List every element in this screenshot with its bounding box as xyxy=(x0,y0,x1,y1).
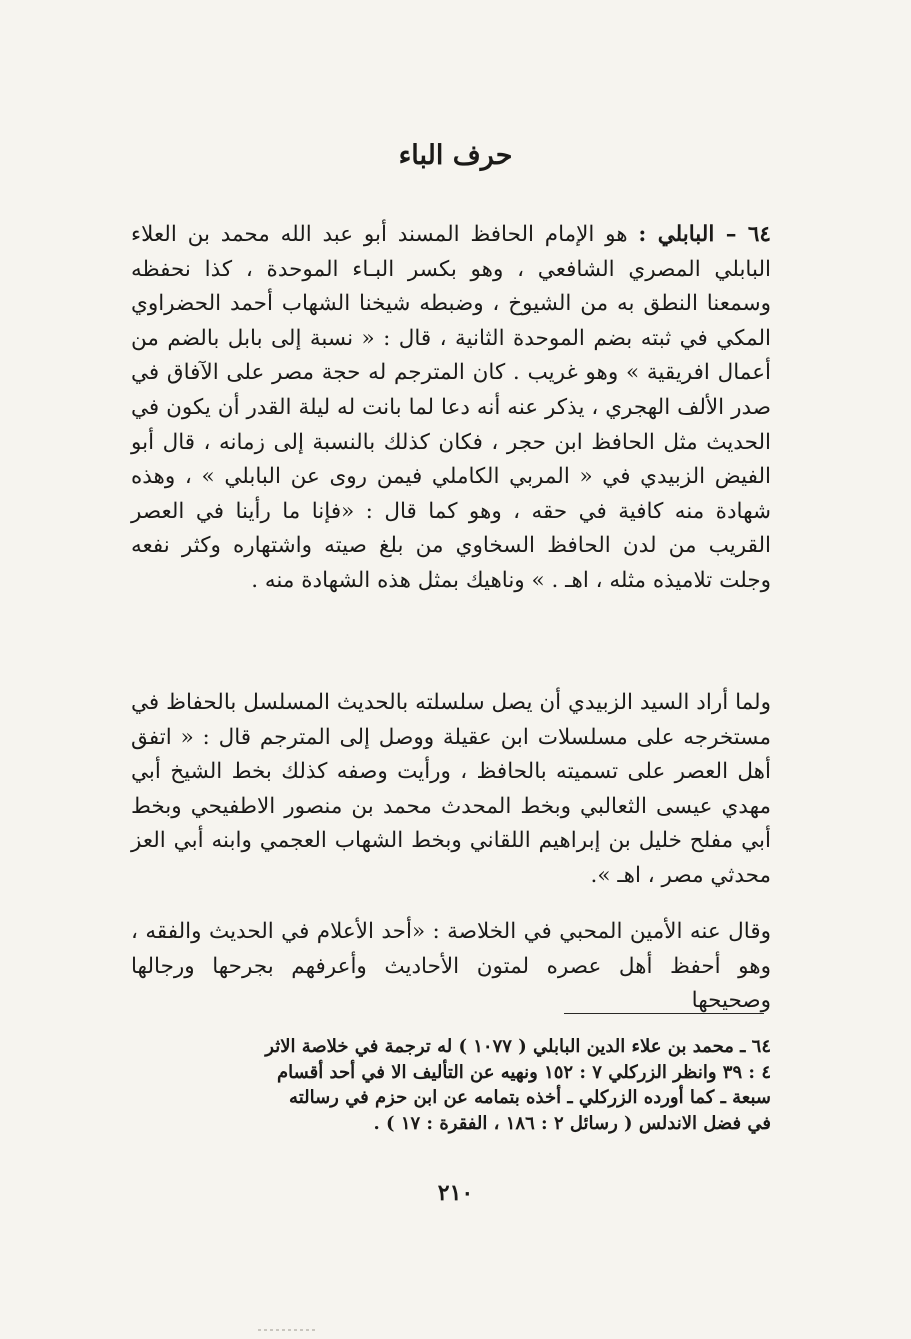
entry-number: ٦٤ xyxy=(747,222,771,247)
paragraph-text: ولما أراد السيد الزبيدي أن يصل سلسلته بالحديث المسلسل بالحفاظ في مستخرجه على مسلسلات ابن عقيلة ووصل إلى المترجم قال : « اتفق أهل العصر على تسميته بالحافظ ، ورأيت وصفه كذلك بخط الشيخ أبي مهدي عيسى الثعالبي وبخط المحدث محمد بن منصور الاطفيحي وبخط أبي مفلح خليل بن إبراهيم اللقاني وبخط الشهاب العجمي وابنه أبي العز محدثي مصر ، اهـ ». xyxy=(131,690,771,888)
footnote-divider xyxy=(564,1013,764,1014)
body-paragraph-2 xyxy=(131,686,771,894)
entry-text: هو الإمام الحافظ المسند أبو عبد الله محمد بن العلاء البابلي المصري الشافعي ، وهو بكسر البـاء الموحدة ، كذا نحفظه وسمعنا النطق به من الشيوخ ، وضبطه شيخنا الشهاب أحمد الحضراوي المكي في ثبته بضم الموحدة الثانية ، قال : « نسبة إلى بابل بالضم من أعمال افريقية » وهو غريب . كان المترجم له حجة مصر على الآفاق في صدر الألف الهجري ، يذكر عنه أنه دعا لما بانت له ليلة القدر أن يكون في الحديث مثل الحافظ ابن حجر ، فكان كذلك بالنسبة إلى زمانه ، قال أبو الفيض الزبيدي في « المربي الكاملي فيمن روى عن البابلي » ، وهذه شهادة منه كافية في حقه ، وهو كما قال : «فإنا ما رأينا في العصر القريب من لدن الحافظ السخاوي من بلغ صيته واشتهاره وكثر نفعه وجلت تلاميذه مثله ، اهـ . » وناهيك بمثل هذه الشهادة منه . xyxy=(131,222,771,593)
page-number: ٢١٠ xyxy=(437,1180,474,1206)
footnote-line: ٦٤ ـ محمد بن علاء الدين البابلي ( ١٠٧٧ ) له ترجمة في خلاصة الاثر xyxy=(265,1036,771,1057)
biography-entry xyxy=(131,218,771,599)
entry-name: البابلي : xyxy=(638,222,715,247)
paragraph-text: وقال عنه الأمين المحبي في الخلاصة : «أحد الأعلام في الحديث والفقه ، وهو أحفظ أهل عصره لمتون الأحاديث وأعرفهم بجرحها ورجالها وصحيحها xyxy=(131,919,771,1014)
body-paragraph-3 xyxy=(131,915,771,1019)
entry-dash: – xyxy=(714,222,748,247)
scan-artifact xyxy=(258,1329,318,1331)
footnote-line: في فضل الاندلس ( رسائل ٢ : ١٨٦ ، الفقرة : ١٧ ) . xyxy=(373,1112,771,1134)
footnote-line: سبعة ـ كما أورده الزركلي ـ أخذه بتمامه عن ابن حزم في رسالته xyxy=(289,1087,771,1108)
section-heading: حرف الباء xyxy=(398,140,513,171)
entry-paragraph xyxy=(131,218,771,599)
footnote-line: ٤ : ٣٩ وانظر الزركلي ٧ : ١٥٢ ونهيه عن التأليف الا في أحد أقسام xyxy=(276,1061,771,1083)
footnote xyxy=(131,1034,771,1136)
